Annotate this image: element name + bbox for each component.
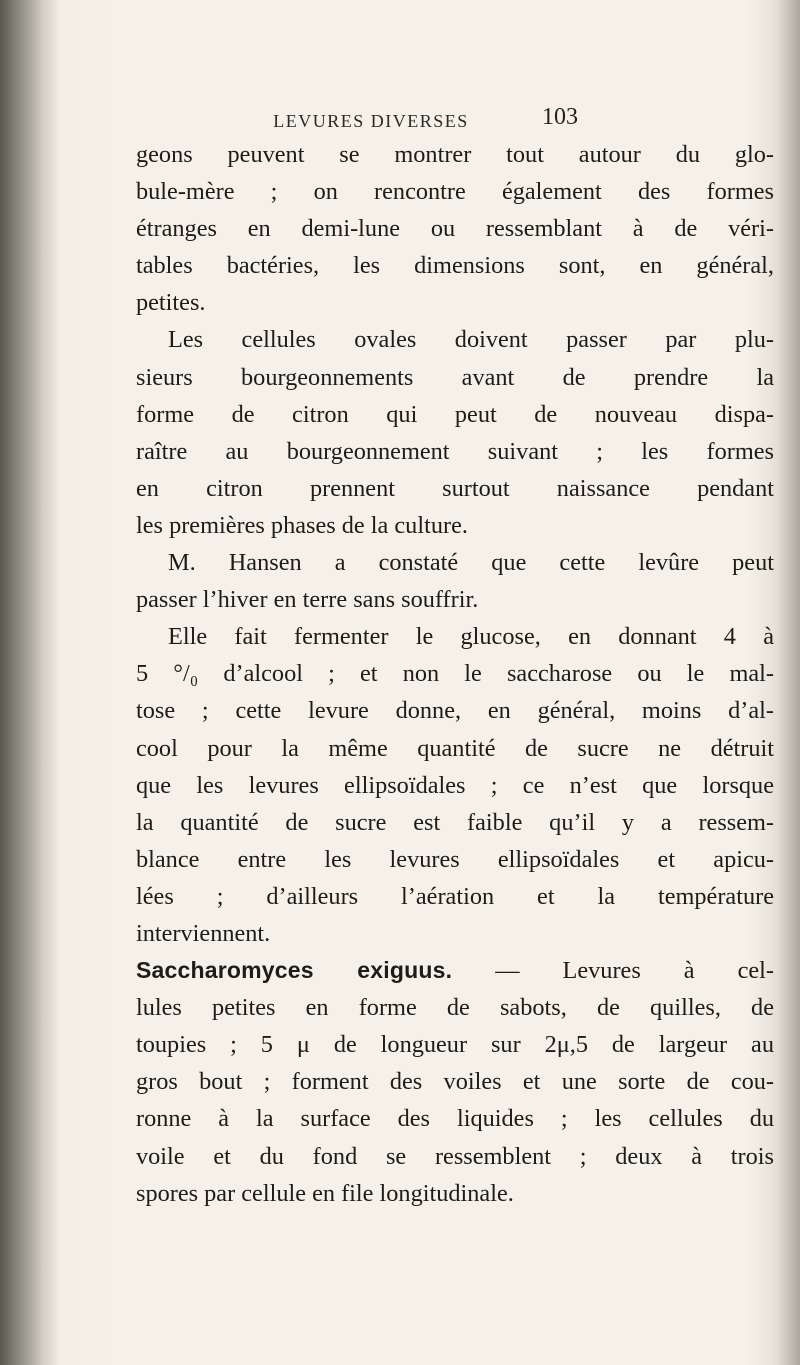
text-line: tables bactéries, les dimensions sont, en général, [136,252,774,280]
text-line: Les cellules ovales doivent passer par plu- [168,326,774,354]
text-line: bule-mère ; on rencontre également des formes [136,178,774,206]
text-line: Elle fait fermenter le glucose, en donnant 4 à [168,623,774,651]
text-line: que les levures ellipsoïdales ; ce n’est que lorsque [136,771,774,799]
text-line: forme de citron qui peut de nouveau dispa- [136,400,774,428]
text-line: toupies ; 5 μ de longueur sur 2μ,5 de largeur au [136,1031,774,1059]
body-text [136,136,774,1212]
text-line: petites. [136,289,206,317]
text-line: passer l’hiver en terre sans souffrir. [136,586,479,614]
text-line: la quantité de sucre est faible qu’il y a ressem- [136,808,774,836]
text-line: raître au bourgeonnement suivant ; les formes [136,437,774,465]
text-line: gros bout ; forment des voiles et une sorte de cou- [136,1068,774,1096]
text-line: blance entre les levures ellipsoïdales et apicu- [136,845,774,873]
text-line: spores par cellule en file longitudinale. [136,1179,514,1207]
text-line: lules petites en forme de sabots, de quilles, de [136,994,774,1022]
text-line: 5 °/₀ d’alcool ; et non le saccharose ou le mal- [136,660,774,688]
text-line: geons peuvent se montrer tout autour du glo- [136,141,774,168]
page-number: 103 [542,104,578,130]
text-line: les premières phases de la culture. [136,511,468,539]
species-line-rest: — Levures à cel- [452,957,774,985]
text-line: voile et du fond se ressemblent ; deux à trois [136,1142,774,1170]
text-line: M. Hansen a constaté que cette levûre peut [168,549,774,577]
page-edge [778,0,800,1365]
binding-shadow [0,0,58,1365]
text-line: en citron prennent surtout naissance pendant [136,474,774,502]
text-line: lées ; d’ailleurs l’aération et la température [136,882,774,910]
text-line: cool pour la même quantité de sucre ne détruit [136,734,774,762]
text-line: tose ; cette levure donne, en général, moins d’al- [136,697,774,725]
species-name: Saccharomyces exiguus. [136,957,453,984]
text-line: étranges en demi-lune ou ressemblant à de véri- [136,215,774,243]
text-line: sieurs bourgeonnements avant de prendre la [136,363,774,391]
text-line: interviennent. [136,919,271,947]
text-line [136,952,774,989]
text-line: ronne à la surface des liquides ; les cellules du [136,1105,774,1133]
running-head: LEVURES DIVERSES [273,111,469,131]
